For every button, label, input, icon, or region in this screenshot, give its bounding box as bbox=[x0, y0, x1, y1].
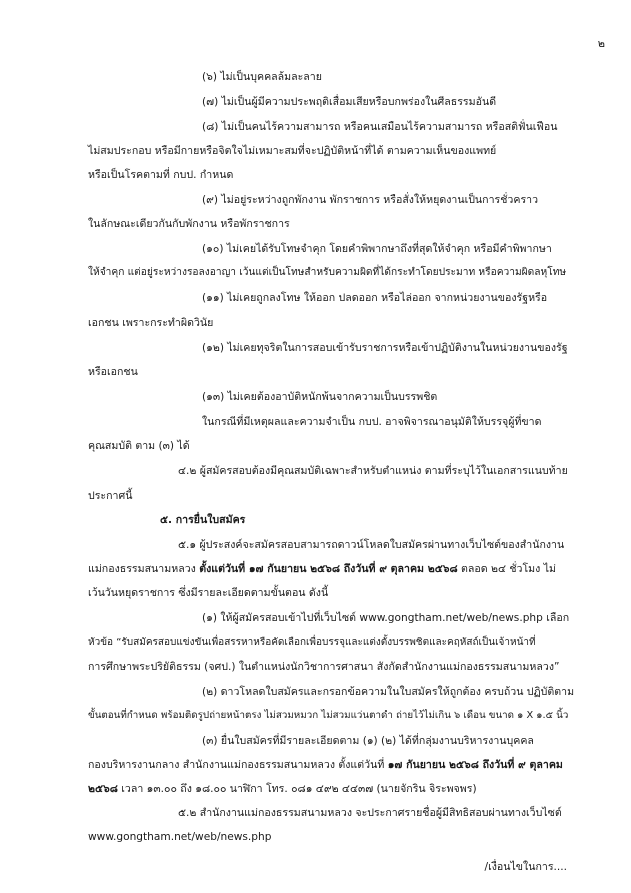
availability: ตลอด ๒๔ ชั่วโมง ไม่ bbox=[461, 563, 557, 575]
application-period: ตั้งแต่วันที่ ๑๗ กันยายน ๒๕๖๘ ถึงวันที่ ๙ ตุลาคม ๒๕๖๘ bbox=[199, 563, 458, 575]
step-3-time-contact: เวลา ๑๓.๐๐ ถึง ๑๘.๐๐ นาฬิกา โทร. ๐๘๑ ๔๙๒ ๔๔๓๗ (นายจักริน จิระพจพร) bbox=[121, 783, 477, 795]
continuation-note: /เงื่อนไขในการ.... bbox=[484, 861, 567, 873]
section-4-2: ๔.๒ ผู้สมัครสอบต้องมีคุณสมบัติเฉพาะสำหรับตำแหน่ง ตามที่ระบุไว้ในเอกสารแนบท้าย bbox=[178, 465, 568, 477]
page-number: ๒ bbox=[597, 37, 605, 50]
step-1-cont-1: หัวข้อ “รับสมัครสอบแข่งขันเพื่อสรรหาหรือคัดเลือกเพื่อบรรจุและแต่งตั้งบรรพชิตและคฤหัสถ์เป็นเจ้าหน้าที่ bbox=[88, 637, 536, 648]
item-10-cont: ให้จำคุก แต่อยู่ระหว่างรอลงอาญา เว้นแต่เป็นโทษสำหรับความผิดที่ได้กระทำโดยประมาท หรือความผิดลหุโทษ bbox=[88, 267, 567, 278]
section-5-2: ๕.๒ สำนักงานแม่กองธรรมสนามหลวง จะประกาศรายชื่อผู้มีสิทธิสอบผ่านทางเว็บไซต์ bbox=[178, 807, 562, 819]
section-5-1-cont bbox=[88, 562, 556, 576]
office-name: แม่กองธรรมสนามหลวง bbox=[88, 563, 196, 575]
step-3-year: ๒๕๖๘ bbox=[88, 783, 118, 795]
item-12: (๑๒) ไม่เคยทุจริตในการสอบเข้ารับราชการหรือเข้าปฏิบัติงานในหน่วยงานของรัฐ bbox=[202, 342, 568, 354]
step-2: (๒) ดาวโหลดใบสมัครและกรอกข้อความในใบสมัครให้ถูกต้อง ครบถ้วน ปฏิบัติตาม bbox=[202, 686, 575, 698]
item-9: (๙) ไม่อยู่ระหว่างถูกพักงาน พักราชการ หรือสั่งให้หยุดงานเป็นการชั่วคราว bbox=[202, 194, 539, 206]
step-1: (๑) ให้ผู้สมัครสอบเข้าไปที่เว็บไซต์ www.gongtham.net/web/news.php เลือก bbox=[202, 612, 570, 624]
exception-paragraph-cont: คุณสมบัติ ตาม (๓) ได้ bbox=[88, 440, 190, 452]
item-11-cont: เอกชน เพราะกระทำผิดวินัย bbox=[88, 317, 214, 329]
step-3-cont-1 bbox=[88, 758, 563, 772]
section-5-1: ๕.๑ ผู้ประสงค์จะสมัครสอบสามารถดาวน์โหลดใบสมัครผ่านทางเว็บไซต์ของสำนักงาน bbox=[178, 539, 565, 551]
step-3-cont-2 bbox=[88, 782, 477, 796]
section-5-2-cont: www.gongtham.net/web/news.php bbox=[88, 831, 272, 843]
item-12-cont: หรือเอกชน bbox=[88, 366, 138, 378]
step-3: (๓) ยื่นใบสมัครที่มีรายละเอียดตาม (๑) (๒) ได้ที่กลุ่มงานบริหารงานบุคคล bbox=[202, 735, 534, 747]
item-11: (๑๑) ไม่เคยถูกลงโทษ ให้ออก ปลดออก หรือไล่ออก จากหน่วยงานของรัฐหรือ bbox=[202, 292, 548, 304]
item-13: (๑๓) ไม่เคยต้องอาบัติหนักพ้นจากความเป็นบรรพชิต bbox=[202, 391, 438, 403]
step-3-office: กองบริหารงานกลาง สำนักงานแม่กองธรรมสนามหลวง ตั้งแต่วันที่ bbox=[88, 759, 385, 771]
item-10: (๑๐) ไม่เคยได้รับโทษจำคุก โดยคำพิพากษาถึงที่สุดให้จำคุก หรือมีคำพิพากษา bbox=[202, 243, 552, 255]
step-2-cont: ขั้นตอนที่กำหนด พร้อมติดรูปถ่ายหน้าตรง ไม่สวมหมวก ไม่สวมแว่นตาดำ ถ่ายไว้ไม่เกิน ๖ เดือน ขนาด ๑ X ๑.๕ นิ้ว bbox=[88, 710, 569, 721]
section-4-2-cont: ประกาศนี้ bbox=[88, 490, 133, 502]
section-5-heading: ๕. การยื่นใบสมัคร bbox=[160, 514, 246, 526]
step-3-period: ๑๗ กันยายน ๒๕๖๘ ถึงวันที่ ๙ ตุลาคม bbox=[387, 759, 563, 771]
exception-paragraph: ในกรณีที่มีเหตุผลและความจำเป็น กบป. อาจพิจารณาอนุมัติให้บรรจุผู้ที่ขาด bbox=[202, 416, 542, 428]
item-9-cont: ในลักษณะเดียวกันกับพักงาน หรือพักราชการ bbox=[88, 218, 290, 230]
section-5-1-cont-2: เว้นวันหยุดราชการ ซึ่งมีรายละเอียดตามขั้นตอน ดังนี้ bbox=[88, 587, 329, 599]
item-7: (๗) ไม่เป็นผู้มีความประพฤติเสื่อมเสียหรือบกพร่องในศีลธรรมอันดี bbox=[202, 96, 497, 108]
item-8-cont-1: ไม่สมประกอบ หรือมีกายหรือจิตใจไม่เหมาะสมที่จะปฏิบัติหน้าที่ได้ ตามความเห็นของแพทย์ bbox=[88, 145, 497, 157]
step-1-cont-2: การศึกษาพระปริยัติธรรม (จศป.) ในตำแหน่งนักวิชาการศาสนา สังกัดสำนักงานแม่กองธรรมสนามหลวง” bbox=[88, 661, 560, 673]
item-8: (๘) ไม่เป็นคนไร้ความสามารถ หรือคนเสมือนไร้ความสามารถ หรือสติฟั่นเฟือน bbox=[202, 121, 558, 133]
item-8-cont-2: หรือเป็นโรคตามที่ กบป. กำหนด bbox=[88, 169, 234, 181]
item-6: (๖) ไม่เป็นบุคคลล้มละลาย bbox=[202, 71, 322, 83]
